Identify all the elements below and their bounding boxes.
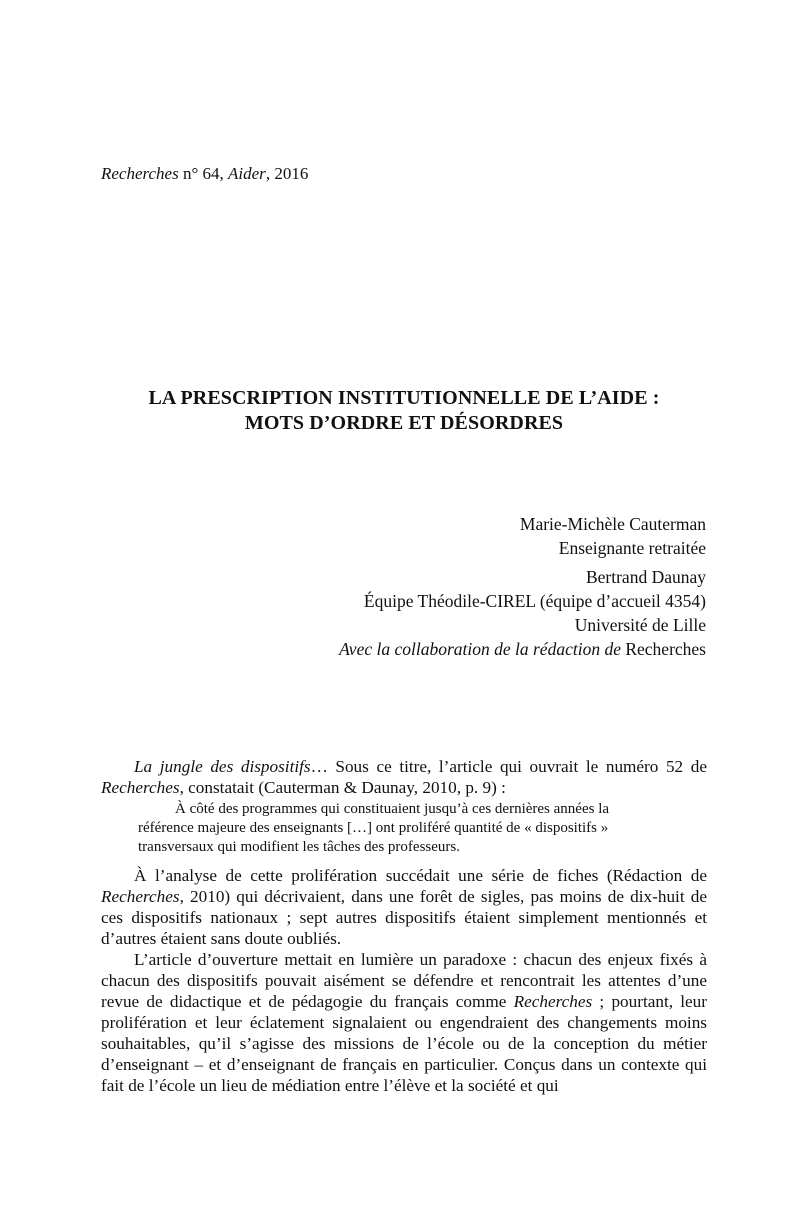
- paragraph-1-text: … Sous ce titre, l’article qui ouvrait le numéro 52 de: [310, 757, 707, 776]
- paragraph-3: [101, 949, 707, 1096]
- issue-number: n° 64,: [178, 164, 229, 183]
- paragraph-2-text-2: , 2010) qui décrivaient, dans une forêt de sigles, pas moins de dix-huit de ces dispositifs nationaux ; sept autres dispositifs étaient simplement mentionnés et d’autres étaient sans doute oubliés.: [101, 887, 707, 948]
- author-block: [339, 512, 706, 661]
- paragraph-3-italic: Recherches: [513, 992, 593, 1011]
- paragraph-2-text-1: À l’analyse de cette prolifération succédait une série de fiches (Rédaction de: [134, 866, 707, 885]
- author-1-role: Enseignante retraitée: [558, 538, 706, 558]
- issue-year: , 2016: [265, 164, 309, 183]
- collaboration-line: [339, 637, 706, 661]
- author-2-team: Équipe Théodile-CIREL (équipe d’accueil 4354): [363, 591, 706, 611]
- author-2-university: Université de Lille: [574, 615, 706, 635]
- author-2-name: Bertrand Daunay: [585, 567, 706, 587]
- paragraph-2-italic: Recherches: [101, 887, 180, 906]
- title-line-1: LA PRESCRIPTION INSTITUTIONNELLE DE L’AIDE :: [148, 387, 660, 409]
- running-header: [101, 164, 308, 184]
- collaboration-prefix: Avec la collaboration de la rédaction de: [339, 639, 621, 659]
- issue-theme: Aider: [228, 164, 266, 183]
- paragraph-3-text-1: L’article d’ouverture mettait en lumière un paradoxe : chacun des enjeux fixés à chacun des dispositifs pouvait aisément se défendre et rencontrait les attentes d’une revue de didactique et de pédagogie du français comme: [101, 950, 707, 1011]
- paragraph-1-text-2: , constatait (Cauterman & Daunay, 2010, p. 9) :: [179, 778, 506, 797]
- block-quote: [101, 800, 707, 857]
- paragraph-1-italic-2: Recherches: [101, 778, 180, 797]
- paragraph-1: [101, 756, 707, 798]
- journal-name: Recherches: [101, 164, 179, 183]
- author-1-name: Marie-Michèle Cauterman: [519, 514, 706, 534]
- collaboration-journal: Recherches: [620, 639, 706, 659]
- paragraph-3-text-2: ; pourtant, leur prolifération et leur éclatement signalaient ou engendraient des changements moins souhaitables, qu’il s’agisse des missions de l’école ou de la conception du métier d’enseignant – et d’enseignant de français en particulier. Conçus dans un contexte qui fait de l’école un lieu de médiation entre l’élève et la société et qui: [101, 992, 707, 1095]
- title-line-2: MOTS D’ORDRE ET DÉSORDRES: [244, 412, 564, 434]
- article-title: [101, 386, 707, 436]
- paragraph-1-italic: La jungle des dispositifs: [134, 757, 311, 776]
- paragraph-2: [101, 865, 707, 949]
- article-body: [101, 756, 707, 1096]
- block-quote-text: À côté des programmes qui constituaient jusqu’à ces dernières années la référence majeure des enseignants […] ont proliféré quantité de « dispositifs » transversaux qui modifient les tâches des professeurs.: [138, 801, 610, 855]
